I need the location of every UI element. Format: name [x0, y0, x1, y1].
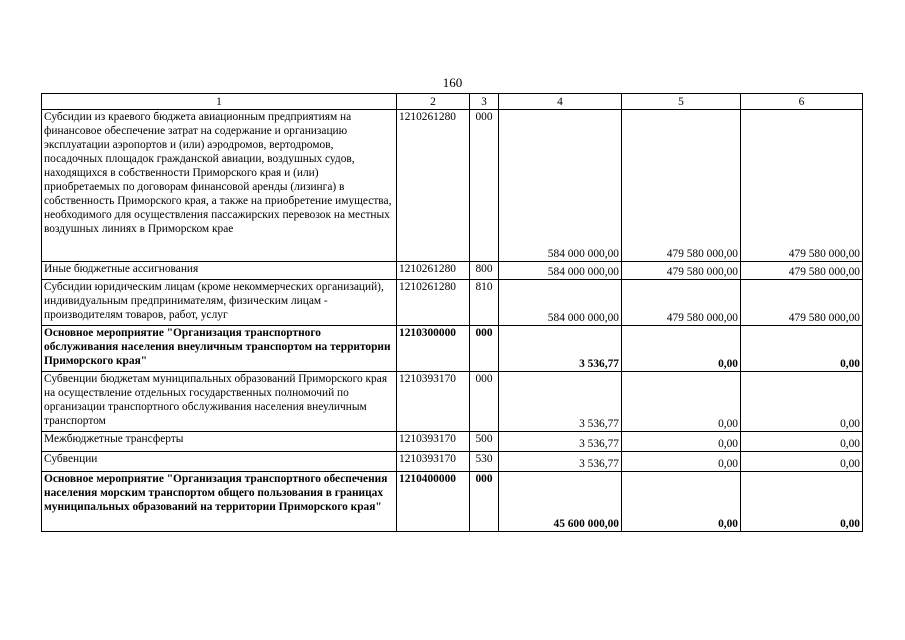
row-value-6: 0,00	[741, 432, 863, 452]
row-code: 1210400000	[397, 472, 470, 532]
table-row	[42, 452, 863, 472]
row-code: 1210300000	[397, 326, 470, 372]
header-cell-3: 3	[470, 94, 499, 110]
row-subcode: 000	[470, 472, 499, 532]
row-code: 1210261280	[397, 262, 470, 280]
row-name: Основное мероприятие "Организация транспортного обслуживания населения внеуличным транспортом на территории Приморского края"	[42, 326, 397, 372]
header-cell-2: 2	[397, 94, 470, 110]
row-code: 1210393170	[397, 452, 470, 472]
row-value-5: 0,00	[622, 326, 741, 372]
row-subcode: 530	[470, 452, 499, 472]
row-subcode: 000	[470, 110, 499, 262]
row-value-4: 3 536,77	[499, 326, 622, 372]
header-cell-6: 6	[741, 94, 863, 110]
table-row	[42, 262, 863, 280]
row-code: 1210393170	[397, 372, 470, 432]
row-value-4: 584 000 000,00	[499, 110, 622, 262]
header-cell-5: 5	[622, 94, 741, 110]
row-value-4: 3 536,77	[499, 372, 622, 432]
row-value-6: 0,00	[741, 326, 863, 372]
table-row	[42, 280, 863, 326]
row-name: Субсидии из краевого бюджета авиационным предприятиям на финансовое обеспечение затрат на содержание и организацию эксплуатации аэропортов и (или) аэродромов, вертодромов, посадочных площадок гражданской авиации, воздушных судов, находящихся в собственности Приморского края и (или) приобретаемых по договорам финансовой аренды (лизинга) в собственность Приморского края, а также на приобретение имущества, необходимого для осуществления пассажирских перевозок на местных воздушных линиях в Приморском крае	[42, 110, 397, 262]
row-value-6: 479 580 000,00	[741, 110, 863, 262]
row-name: Иные бюджетные ассигнования	[42, 262, 397, 280]
table-row	[42, 326, 863, 372]
table-row	[42, 472, 863, 532]
table-header-row	[42, 94, 863, 110]
row-value-4: 3 536,77	[499, 452, 622, 472]
row-value-5: 479 580 000,00	[622, 262, 741, 280]
row-value-6: 479 580 000,00	[741, 262, 863, 280]
header-cell-1: 1	[42, 94, 397, 110]
row-value-4: 584 000 000,00	[499, 280, 622, 326]
row-value-5: 0,00	[622, 372, 741, 432]
row-subcode: 500	[470, 432, 499, 452]
row-value-6: 0,00	[741, 452, 863, 472]
header-cell-4: 4	[499, 94, 622, 110]
row-name: Основное мероприятие "Организация транспортного обеспечения населения морским транспортом общего пользования в границах муниципальных образований на территории Приморского края"	[42, 472, 397, 532]
table-row	[42, 372, 863, 432]
row-subcode: 810	[470, 280, 499, 326]
budget-table	[41, 93, 863, 532]
row-value-6: 0,00	[741, 472, 863, 532]
row-code: 1210393170	[397, 432, 470, 452]
row-value-6: 479 580 000,00	[741, 280, 863, 326]
row-value-5: 0,00	[622, 472, 741, 532]
row-code: 1210261280	[397, 110, 470, 262]
row-name: Субвенции бюджетам муниципальных образований Приморского края на осуществление отдельных государственных полномочий по организации транспортного обслуживания населения внеуличным транспортом	[42, 372, 397, 432]
row-value-4: 584 000 000,00	[499, 262, 622, 280]
page-number: 160	[442, 75, 463, 90]
row-value-4: 3 536,77	[499, 432, 622, 452]
row-name: Субвенции	[42, 452, 397, 472]
row-subcode: 000	[470, 372, 499, 432]
row-subcode: 000	[470, 326, 499, 372]
row-code: 1210261280	[397, 280, 470, 326]
row-name: Межбюджетные трансферты	[42, 432, 397, 452]
row-value-4: 45 600 000,00	[499, 472, 622, 532]
table-row	[42, 110, 863, 262]
row-subcode: 800	[470, 262, 499, 280]
row-value-5: 0,00	[622, 432, 741, 452]
row-name: Субсидии юридическим лицам (кроме некоммерческих организаций), индивидуальным предпринимателям, физическим лицам - производителям товаров, работ, услуг	[42, 280, 397, 326]
row-value-5: 479 580 000,00	[622, 280, 741, 326]
row-value-5: 0,00	[622, 452, 741, 472]
table-row	[42, 432, 863, 452]
row-value-5: 479 580 000,00	[622, 110, 741, 262]
row-value-6: 0,00	[741, 372, 863, 432]
